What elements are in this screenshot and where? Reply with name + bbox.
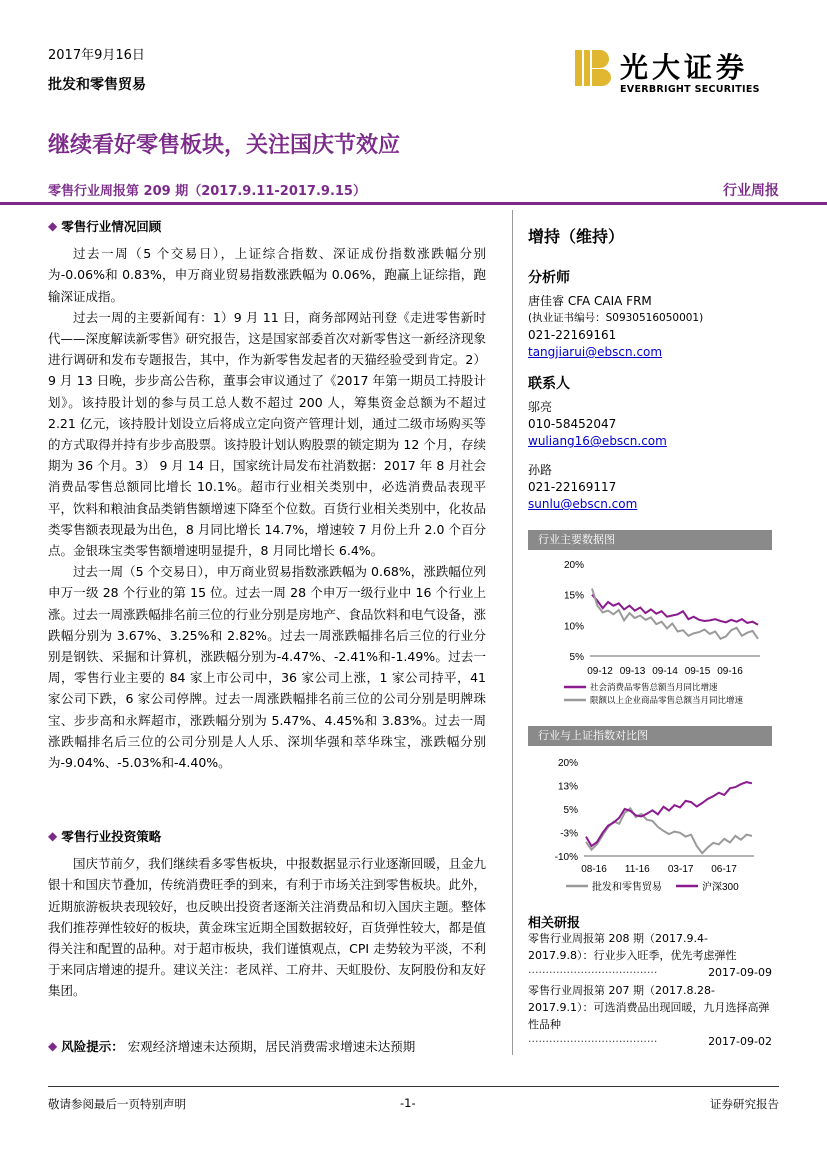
y-tick-label: 5% [569, 652, 584, 663]
chart2-title: 行业与上证指数对比图 [528, 726, 772, 746]
footer-divider [48, 1086, 779, 1087]
industry-data-chart [528, 554, 778, 714]
report-type: 行业周报 [723, 183, 779, 199]
related-report-title[interactable]: 零售行业周报第 208 期（2017.9.4-2017.9.8）：行业步入旺季，优先考虑弹性 [528, 932, 737, 962]
diamond-bullet-icon: ◆ [48, 829, 58, 843]
report-date: 2017年9月16日 [48, 48, 145, 63]
section-heading [48, 826, 486, 847]
footer-disclaimer: 敬请参阅最后一页特别声明 [48, 1097, 186, 1111]
contact-email-link[interactable]: sunlu@ebscn.com [528, 497, 638, 511]
legend-label: 沪深300 [702, 882, 739, 893]
rating: 增持（维持） [528, 227, 625, 246]
y-tick-label: 15% [563, 590, 584, 602]
section2-heading: 零售行业投资策略 [61, 829, 162, 844]
series-line-0 [592, 595, 758, 625]
risk-label: 风险提示： [61, 1039, 124, 1054]
risk-line [48, 1036, 486, 1057]
section1-heading: 零售行业情况回顾 [61, 219, 162, 234]
contact-name: 邬亮 [528, 400, 553, 414]
everbright-logo-icon [573, 48, 611, 88]
analyst-block [528, 270, 703, 361]
diamond-bullet-icon: ◆ [48, 1039, 58, 1053]
logo-chinese-name: 光大证券 [620, 51, 749, 84]
x-tick-label: 09-16 [717, 666, 743, 677]
legend-label: 限额以上企业商品零售总额当月同比增速 [590, 695, 744, 705]
related-heading: 相关研报 [528, 916, 581, 931]
contact-phone: 021-22169117 [528, 480, 617, 494]
analyst-name: 唐佳睿 CFA CAIA FRM [528, 294, 652, 308]
page-title: 继续看好零售板块，关注国庆节效应 [48, 133, 401, 158]
risk-text: 宏观经济增速未达预期，居民消费需求增速未达预期 [127, 1039, 416, 1054]
y-tick-label: 5% [563, 805, 578, 816]
series-line-0 [586, 808, 752, 853]
x-tick-label: 09-12 [587, 666, 613, 677]
analyst-email-link[interactable]: tangjiarui@ebscn.com [528, 345, 663, 359]
index-compare-chart [528, 752, 778, 900]
paragraph: 过去一周（5 个交易日），上证综合指数、深证成份指数涨跌幅分别为-0.06%和 0.83%，申万商业贸易指数涨跌幅为 0.06%，跑赢上证综指，跑输深证成指。 [48, 246, 486, 304]
main-column [48, 216, 486, 773]
x-tick-label: 09-14 [652, 666, 678, 677]
x-tick-label: 11-16 [624, 864, 650, 875]
footer-label: 证券研究报告 [710, 1097, 779, 1111]
leader-dots: ····································· [528, 1035, 658, 1048]
y-tick-label: -10% [554, 852, 578, 863]
header-divider [0, 202, 827, 205]
related-report-date: 2017-09-02 [708, 1035, 772, 1048]
x-tick-label: 03-17 [667, 864, 694, 875]
y-tick-label: 13% [557, 781, 578, 793]
paragraph: 过去一周（5 个交易日），申万商业贸易指数涨跌幅为 0.68%，涨跌幅位列申万一级 28 个行业的第 15 位。过去一周 28 个申万一级行业中 16 个行业上涨。过去一周涨跌幅排名前三位的行业分别是房地产、食品饮料和电气设备，涨跌幅分别为 3.67%、3.25%和 2.82%。过去一周涨跌幅排名后三位的行业分别是钢铁、采掘和计算机，涨跌幅分别为-4.47%、-2.41%和-1.49%。过去一周，零售行业主要的 84 家上市公司中，36 家公司上涨，1 家公司持平，41 家公司下跌，6 家公司停牌。过去一周涨跌幅排名前三位的公司分别是明牌珠宝、步步高和永辉超市，涨跌幅分别为 5.47%、4.45%和 3.83%。过去一周涨跌幅排名后三位的公司分别是人人乐、深圳华强和萃华珠宝，涨跌幅分别为-9.04%、-5.03%和-4.40%。 [48, 564, 486, 771]
report-subtitle: 零售行业周报第 209 期（2017.9.11-2017.9.15） [48, 184, 366, 199]
analyst-phone: 021-22169161 [528, 328, 617, 342]
contact-phone: 010-58452047 [528, 417, 617, 431]
analyst-cert: (执业证书编号：S0930516050001) [528, 312, 704, 324]
y-tick-label: 20% [563, 560, 584, 571]
sector-label: 批发和零售贸易 [48, 77, 146, 93]
leader-dots: ····································· [528, 966, 658, 979]
contact-email-link[interactable]: wuliang16@ebscn.com [528, 434, 667, 448]
contact-name: 孙路 [528, 463, 553, 477]
x-tick-label: 09-13 [619, 666, 646, 677]
y-tick-label: 10% [563, 621, 584, 633]
x-tick-label: 06-17 [711, 864, 737, 875]
related-report-1[interactable] [528, 930, 772, 981]
page-number: -1- [400, 1096, 416, 1110]
analyst-heading: 分析师 [528, 270, 570, 286]
related-report-title[interactable]: 零售行业周报第 207 期（2017.8.28-2017.9.1）：可选消费品出现回暖，九月选择高弹性品种 [528, 984, 770, 1031]
series-line-1 [592, 589, 758, 639]
strategy-section [48, 826, 486, 1002]
related-report-2[interactable] [528, 982, 772, 1050]
contact-block [528, 376, 667, 513]
legend-label: 社会消费品零售总额当月同比增速 [590, 682, 718, 692]
logo-english-name: EVERBRIGHT SECURITIES [620, 84, 760, 95]
chart1-title: 行业主要数据图 [528, 530, 772, 550]
legend-label: 批发和零售贸易 [592, 882, 662, 893]
section-heading [48, 216, 486, 237]
contact-heading: 联系人 [528, 376, 570, 392]
x-tick-label: 09-15 [684, 666, 711, 677]
y-tick-label: 20% [557, 758, 578, 769]
y-tick-label: -3% [560, 828, 578, 840]
diamond-bullet-icon: ◆ [48, 219, 58, 233]
x-tick-label: 08-16 [581, 864, 607, 875]
related-report-date: 2017-09-09 [708, 966, 772, 979]
column-divider [512, 210, 513, 1055]
paragraph: 过去一周的主要新闻有：1）9 月 11 日，商务部网站刊登《走进零售新时代——深度解读新零售》研究报告，这是国家部委首次对新零售这一新经济现象进行调研和发布专题报告，其中，作为新零售发起者的天猫经验受到肯定。2）9 月 13 日晚，步步高公告称，董事会审议通过了《2017 年第一期员工持股计划》。该持股计划的参与员工总人数不超过 200 人，筹集资金总额为不超过 2.21 亿元，该持股计划设立后将成立定向资产管理计划，通过二级市场购买等的方式取得并持有步步高股票。该持股计划认购股票的锁定期为 12 个月，存续期为 36 个月。3） 9 月 14 日，国家统计局发布社消数据：2017 年 8 月社会消费品零售总额同比增长 10.1%。超市行业相关类别中，必选消费品表现平平，饮料和粮油食品类销售额增速下降至个位数。百货行业相关类别中，化妆品类零售额表现最为出色，8 月同比增长 14.7%，增速较 7 月份上升 2.0 个百分点。金银珠宝类零售额增速明显提升，8 月同比增长 6.4%。 [48, 309, 486, 559]
paragraph: 国庆节前夕，我们继续看多零售板块，中报数据显示行业逐渐回暖，且金九银十和国庆节叠加，传统消费旺季的到来，有利于市场关注到零售板块。此外，近期旅游板块表现较好，也反映出投资者逐渐关注消费品和切入国庆主题。整体我们推荐弹性较好的板块，黄金珠宝近期全国数据较好，百货弹性较大，都是值得关注和配置的品种。对于超市板块，我们谨慎观点，CPI 走势较为平淡，不利于来同店增速的提升。建议关注：老凤祥、工府井、天虹股份、友阿股份和友好集团。 [48, 856, 486, 999]
series-line-1 [586, 782, 752, 846]
